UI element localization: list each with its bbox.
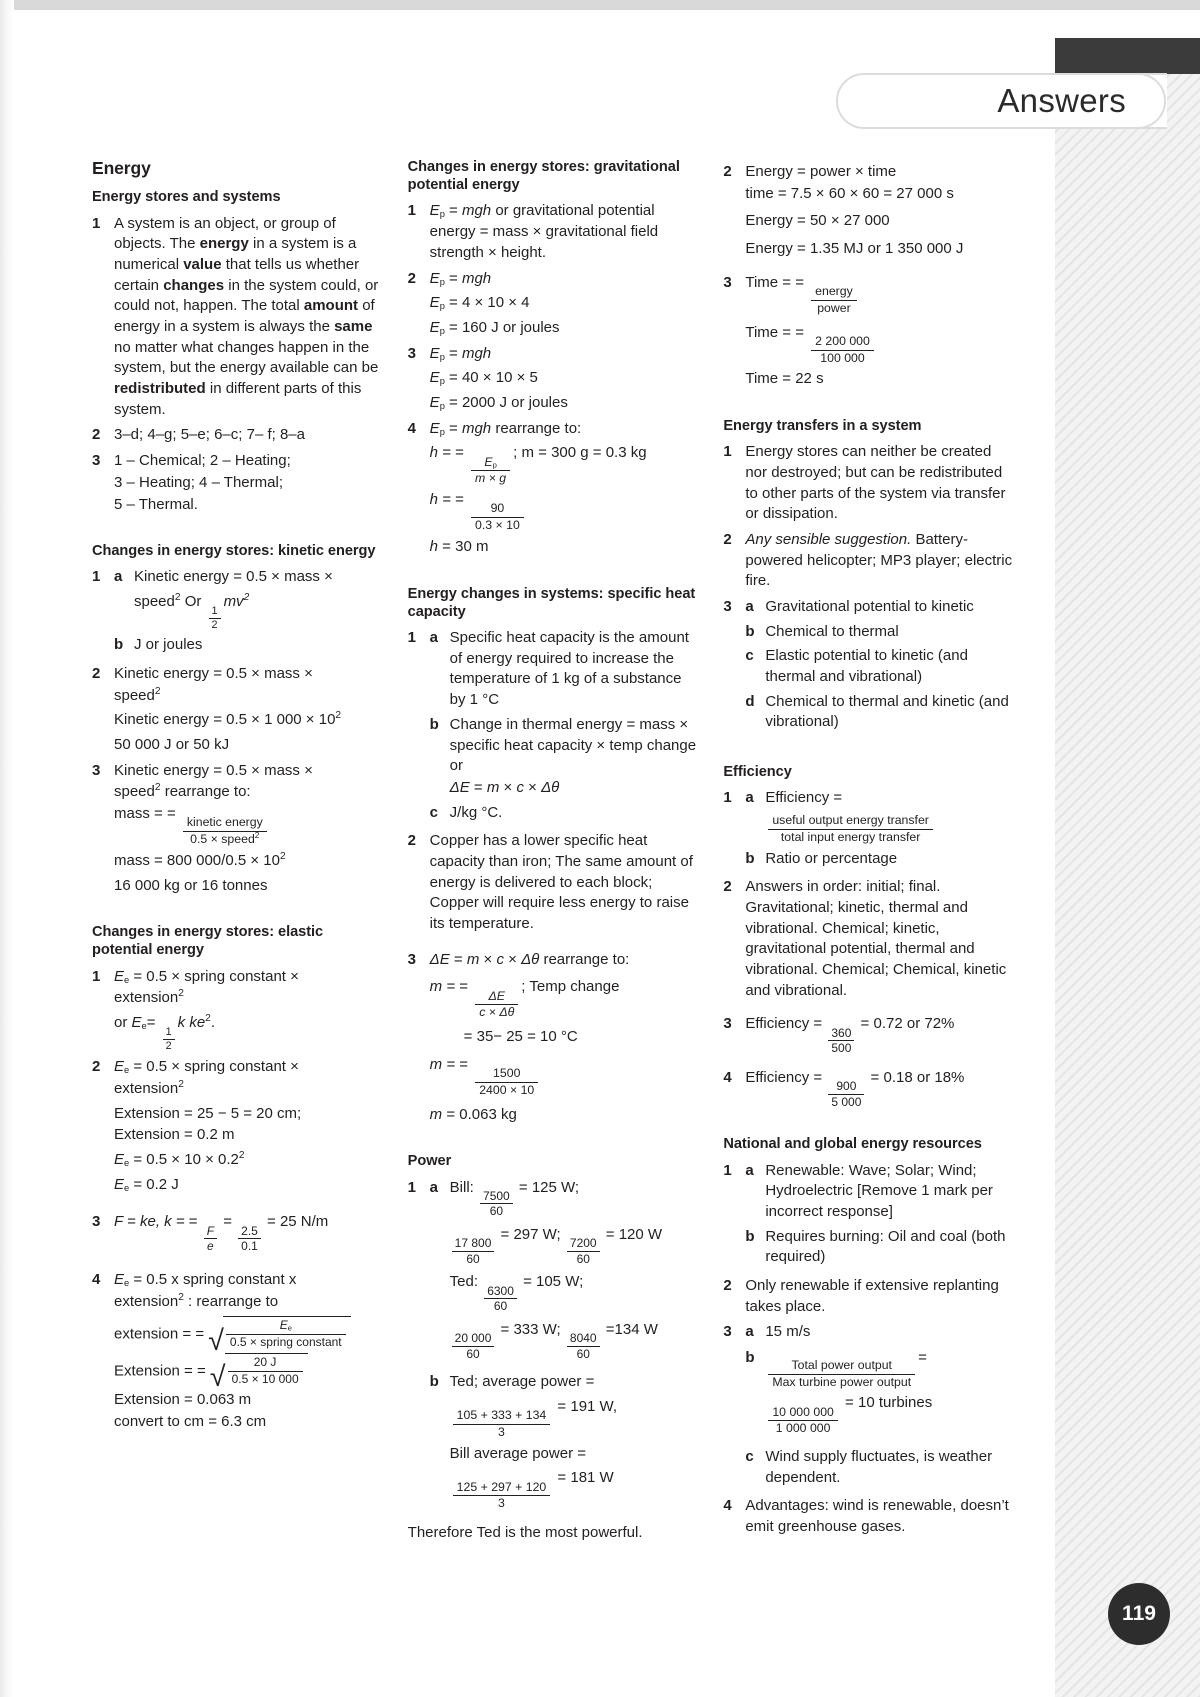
sub-letter: c xyxy=(429,803,439,821)
answer-number: 3 xyxy=(92,452,101,470)
sub-letter: a xyxy=(429,1178,439,1196)
answer-text: Time = 22 s xyxy=(745,370,824,388)
fraction-bill-2: $\frac{17 800}{60}$ xyxy=(452,1237,495,1265)
answer-text: Kinetic energy = 0.5 × mass × xyxy=(134,568,333,586)
answer-item-r4 xyxy=(723,1496,1017,1538)
answer-text: Extension = 25 − 5 = 20 cm; xyxy=(114,1104,302,1122)
answer-body xyxy=(114,761,386,898)
answer-body xyxy=(114,567,386,660)
answer-number: 1 xyxy=(723,443,732,461)
answer-text: 15 m/s xyxy=(765,1323,811,1341)
sub-body xyxy=(765,622,1017,644)
answer-text: convert to cm = 6.3 cm xyxy=(114,1412,267,1430)
sub-body xyxy=(765,1322,1017,1344)
sub-letter: b xyxy=(429,1373,439,1391)
sub-body xyxy=(450,1372,702,1512)
answer-sub-a xyxy=(114,567,386,632)
answer-number: 4 xyxy=(723,1497,732,1515)
heading-specific-heat-capacity: Energy changes in systems: specific heat capacity xyxy=(407,585,696,620)
answer-item-e2 xyxy=(92,1057,386,1196)
answer-body xyxy=(745,1014,1017,1055)
answer-body xyxy=(114,664,386,757)
sub-letter: b xyxy=(745,1227,755,1245)
answer-sub-b xyxy=(745,1348,1017,1437)
answer-item-s1 xyxy=(408,628,702,827)
page-top-white xyxy=(0,10,1200,38)
answer-body xyxy=(114,1212,386,1253)
answer-text: Any sensible suggestion. Battery-powered helicopter; MP3 player; electric fire. xyxy=(745,530,1013,590)
answer-number: 1 xyxy=(92,568,101,586)
answer-item-e1 xyxy=(92,967,386,1054)
answer-text: A system is an object, or group of objects. The energy in a system is a numerical value that tells us whether certain changes in the system could, or could not, happen. The total amount of energy in a system is always the same no matter what changes happen in the system, but the energy available can be redistributed in different parts of this system. xyxy=(114,214,379,418)
answer-number: 3 xyxy=(723,1015,732,1033)
answer-number: 2 xyxy=(92,1058,101,1076)
answer-text: Ted; average power = xyxy=(449,1373,595,1391)
answer-number: 3 xyxy=(92,761,101,779)
answer-text: $E_e = 0.2$ J xyxy=(114,1175,179,1193)
answer-number: 3 xyxy=(723,598,732,616)
answer-text: J or joules xyxy=(134,636,203,654)
sub-letter: d xyxy=(745,692,755,710)
answer-text: $\frac{125 + 297 + 120}{3}$ = 181 W xyxy=(450,1468,702,1511)
answer-body xyxy=(745,1068,1017,1109)
answer-text: or $E_e=$ $\frac{1}{2}$ k $ke^2$. xyxy=(114,1013,216,1052)
answer-text: F = ke, k = = $\frac{F}{e}$ = $\frac{2.5}{0.1}$ = 25 N/m xyxy=(114,1213,329,1254)
answer-text: extension$^2$ xyxy=(114,1078,184,1097)
sub-body xyxy=(134,635,386,657)
answer-text: $E_e = 0.5$ × spring constant × xyxy=(114,1058,299,1076)
answer-number: 4 xyxy=(407,419,417,437)
answer-text: Efficiency = $\frac{900}{5 000}$ = 0.18 or 18% xyxy=(745,1068,965,1109)
answer-sub-b xyxy=(745,1227,1017,1269)
answer-text: Bill average power = xyxy=(449,1444,586,1462)
answer-text: $E_p$ = mgh xyxy=(429,269,492,287)
answer-text: $E_p = 40 \times 10 \times 5$ xyxy=(429,369,538,387)
answer-text: m = = $\frac{\Delta E}{c \times \Delta\theta}$ ; Temp change xyxy=(429,978,620,1020)
answer-text: Only renewable if extensive replanting takes place. xyxy=(745,1276,999,1315)
fraction-bill-3: $\frac{7200}{60}$ xyxy=(567,1237,600,1265)
answer-body xyxy=(430,1178,702,1516)
fraction-time-formula: $\frac{\text{energy}}{\text{power}}$ xyxy=(811,285,857,316)
answer-text: 3–d; 4–g; 5–e; 6–c; 7– f; 8–a xyxy=(114,426,305,444)
answer-text: ΔE = m × c × Δθ xyxy=(449,778,560,796)
answer-number: 3 xyxy=(407,950,417,968)
sub-letter: c xyxy=(745,647,754,665)
answer-item-k2 xyxy=(92,664,386,757)
heading-national-global-energy-resources: National and global energy resources xyxy=(723,1136,982,1153)
answer-number: 2 xyxy=(723,530,732,548)
fraction-h: $\frac{E_p}{m \times g}$ xyxy=(471,456,510,487)
fraction-efficiency-4: $\frac{900}{5 000}$ xyxy=(828,1080,864,1108)
sub-body xyxy=(450,715,702,800)
answer-text: Gravitational potential to kinetic xyxy=(765,598,974,616)
column-2 xyxy=(408,158,702,1545)
answer-number: 2 xyxy=(407,269,417,287)
answer-number: 1 xyxy=(723,789,732,807)
answer-text: Efficiency = $\frac{360}{500}$ = 0.72 or 72% xyxy=(745,1015,955,1056)
answer-text: Elastic potential to kinetic (and thermal and vibrational) xyxy=(765,647,968,686)
sub-body xyxy=(765,1447,1017,1489)
answer-item-t3 xyxy=(723,273,1017,391)
answer-body xyxy=(114,451,386,516)
answer-item-r3 xyxy=(723,1322,1017,1492)
page-left-edge-shadow xyxy=(0,0,14,1697)
heading-efficiency: Efficiency xyxy=(723,764,792,781)
column-1 xyxy=(92,158,386,1545)
answer-text: Efficiency = xyxy=(765,789,843,807)
fraction-ted-1: $\frac{6300}{60}$ xyxy=(484,1285,517,1313)
answer-item-tr2 xyxy=(723,530,1017,593)
answer-text: extension = = √ $\frac{E_e}{\text{0.5 × spring constant}}$ xyxy=(114,1316,386,1349)
answer-item-e3 xyxy=(92,1212,386,1253)
answer-text: Change in thermal energy = mass × specific heat capacity × temp change or xyxy=(449,715,697,775)
answer-number: 2 xyxy=(407,832,417,850)
answer-sub-b xyxy=(114,635,386,657)
answer-number: 2 xyxy=(92,426,101,444)
answer-sub-c xyxy=(745,646,1017,688)
answer-body xyxy=(430,269,702,340)
answer-text: Chemical to thermal xyxy=(765,622,899,640)
answer-text: 50 000 J or 50 kJ xyxy=(114,736,230,754)
answer-text: Copper has a lower specific heat capacity than iron; The same amount of energy is delivered to each block; Copper will require less energy to raise its temperature. xyxy=(429,832,693,932)
answer-body xyxy=(745,530,1017,593)
sub-body xyxy=(450,1178,702,1362)
sub-letter: b xyxy=(745,849,755,867)
sqrt-extension: √ $\frac{E_e}{\text{0.5 × spring constant}}$ xyxy=(208,1316,350,1349)
answer-text: Energy = 1.35 MJ or 1 350 000 J xyxy=(745,240,964,258)
answer-text: Ted: $\frac{6300}{60}$ = 105 W; xyxy=(449,1273,584,1314)
fraction-bill-average: $\frac{125 + 297 + 120}{3}$ xyxy=(453,1481,551,1512)
answer-body xyxy=(430,831,702,935)
heading-power: Power xyxy=(407,1153,452,1170)
fraction-time-values: $\frac{2 200 000}{100 000}$ xyxy=(811,335,874,366)
fraction-turbines-formula: $\frac{\text{Total power output}}{\text{Max turbine power output}}$ xyxy=(768,1359,915,1390)
answer-sub-d xyxy=(745,692,1017,734)
answer-text: Wind supply fluctuates, is weather dependent. xyxy=(765,1448,993,1486)
answer-text: $E_e = 0.5$ x spring constant x xyxy=(114,1270,297,1288)
sub-body xyxy=(765,849,1017,871)
answer-sub-c xyxy=(745,1447,1017,1489)
answer-text: speed$^2$ xyxy=(114,685,161,704)
sub-letter: a xyxy=(429,629,439,647)
answer-item-r2 xyxy=(723,1276,1017,1318)
answer-text: h = 30 m xyxy=(429,537,489,555)
fraction-2point5-over-0point1: $\frac{2.5}{0.1}$ xyxy=(238,1225,261,1253)
answer-number: 1 xyxy=(92,967,101,985)
answer-sub-a xyxy=(745,597,1017,619)
answer-number: 1 xyxy=(407,629,417,647)
answer-text: Energy = power × time xyxy=(745,163,897,180)
answer-number: 1 xyxy=(407,202,417,220)
answer-number: 3 xyxy=(723,1323,732,1341)
fraction-one-half: $\frac{1}{2}$ xyxy=(163,1027,175,1053)
answers-section-tab xyxy=(836,73,1166,129)
answer-sub-b xyxy=(430,715,702,800)
answer-text: $\frac{17 800}{60}$ = 297 W; $\frac{7200}{60}$ = 120 W xyxy=(450,1225,702,1265)
section-title-energy: Energy xyxy=(92,158,151,178)
answer-text: Specific heat capacity is the amount of energy required to increase the temperature of 1 kg of a substance by 1 °C xyxy=(449,629,689,709)
fraction-ted-average: $\frac{105 + 333 + 134}{3}$ xyxy=(453,1409,551,1440)
fraction-m-values: $\frac{1500}{2400 \times 10}$ xyxy=(475,1067,538,1098)
answer-body xyxy=(114,1057,386,1196)
answer-body xyxy=(430,628,702,827)
answer-item-tr3 xyxy=(723,597,1017,737)
sub-body xyxy=(765,646,1017,688)
answer-item-1 xyxy=(92,214,386,422)
answer-body xyxy=(114,214,386,422)
heading-kinetic-energy: Changes in energy stores: kinetic energy xyxy=(92,543,376,560)
answer-text: ΔE = m × c × Δθ rearrange to: xyxy=(429,950,630,968)
fraction-m: $\frac{\Delta E}{c \times \Delta\theta}$ xyxy=(475,990,518,1021)
answer-number: 4 xyxy=(92,1270,101,1288)
answer-body xyxy=(745,597,1017,737)
column-3 xyxy=(723,158,1017,1545)
sub-letter: a xyxy=(745,1161,754,1179)
answer-text: $\frac{105 + 333 + 134}{3}$ = 191 W, xyxy=(450,1397,702,1440)
sub-body xyxy=(450,803,702,825)
answer-item-s3 xyxy=(408,950,702,1127)
answer-text: J/kg °C. xyxy=(449,803,503,821)
answer-text: m = 0.063 kg xyxy=(429,1105,517,1123)
answer-body xyxy=(745,162,1017,261)
answer-sub-b xyxy=(745,849,1017,871)
sub-letter: b xyxy=(429,715,439,733)
answer-text: Chemical to thermal and kinetic (and vibrational) xyxy=(765,692,1009,731)
answer-body xyxy=(745,273,1017,391)
answer-text: 1 – Chemical; 2 – Heating; xyxy=(114,452,291,470)
fraction-turbines-values: $\frac{10 000 000}{1 000 000}$ xyxy=(768,1406,838,1437)
answer-text: Energy = 50 × 27 000 xyxy=(745,212,890,230)
answer-text: $\frac{\text{Total power output}}{\text{Max turbine power output}}$ = xyxy=(765,1348,1017,1389)
answer-text: mass = 800 $000/0.5 \times 10^2$ xyxy=(114,850,286,869)
answer-text: extension$^2$ xyxy=(114,988,184,1007)
answer-body xyxy=(430,950,702,1127)
sub-body xyxy=(765,692,1017,734)
answer-sub-c xyxy=(430,803,702,825)
answer-body xyxy=(114,1270,386,1434)
heading-elastic-potential-energy: Changes in energy stores: elastic potential energy xyxy=(92,924,324,959)
answer-text: $E_p$ = mgh rearrange to: xyxy=(429,419,582,437)
answer-body xyxy=(114,967,386,1054)
answer-text: = 35− 25 = 10 °C xyxy=(463,1028,578,1046)
fraction-one-half: $\frac{1}{2}$ xyxy=(209,606,221,632)
sub-body xyxy=(765,788,1017,845)
answer-text: h = = $\frac{E_p}{m \times g}$ ; m = 300 g = 0.3 kg xyxy=(429,444,647,486)
sqrt-extension-values: √ $\frac{20 J}{0.5 \times 10 000}$ xyxy=(210,1353,308,1386)
answer-text: Kinetic energy = 0.5 × 1 $000 \times 10^2$ xyxy=(114,710,342,729)
answer-text: Kinetic energy = 0.5 × mass × xyxy=(114,664,313,682)
answer-number: 1 xyxy=(92,214,101,232)
answer-text: Extension = 0.063 m xyxy=(114,1390,252,1408)
answer-body xyxy=(114,425,386,447)
answer-text: Kinetic energy = 0.5 × mass × xyxy=(114,761,313,779)
answer-number: 1 xyxy=(723,1161,732,1179)
sub-letter: a xyxy=(745,1323,754,1341)
answer-body xyxy=(745,1276,1017,1318)
answer-item-e4 xyxy=(92,1270,386,1434)
answer-text: time = 7.5 × 60 × 60 = 27 000 s xyxy=(745,184,954,202)
answer-item-k3 xyxy=(92,761,386,898)
answer-item-ef4 xyxy=(723,1068,1017,1109)
page-top-edge xyxy=(0,0,1200,10)
fraction-h-values: $\frac{90}{0.3 \times 10}$ xyxy=(471,502,524,533)
answer-text: speed$^2$ rearrange to: xyxy=(114,782,251,801)
heading-gravitational-potential-energy: Changes in energy stores: gravitational potential energy xyxy=(407,159,680,194)
sub-letter: b xyxy=(114,636,124,654)
answer-text: extension$^2$ : rearrange to xyxy=(114,1291,279,1310)
answer-body xyxy=(430,344,702,415)
answer-text: Ratio or percentage xyxy=(765,849,898,867)
answer-text: 16 000 kg or 16 tonnes xyxy=(114,876,268,894)
fraction-F-over-e: $\frac{F}{e}$ xyxy=(204,1225,217,1253)
answer-item-p1 xyxy=(408,1178,702,1516)
answer-sub-a xyxy=(745,1322,1017,1344)
answer-text: m = = $\frac{1500}{2400 \times 10}$ xyxy=(430,1055,702,1098)
answer-text: 3 – Heating; 4 – Thermal; xyxy=(114,473,283,491)
sub-letter: b xyxy=(745,1349,755,1367)
fraction-efficiency-formula: $\frac{\text{useful output energy transfer}}{\text{total input energy transfer}}$ xyxy=(768,814,933,845)
fraction-ted-2: $\frac{20 000}{60}$ xyxy=(452,1332,495,1360)
answer-text: Extension = = √ $\frac{20 J}{0.5 \times 10 000}$ xyxy=(114,1353,386,1386)
answer-item-g2 xyxy=(408,269,702,340)
answer-text: Energy stores can neither be created nor destroyed; but can be redistributed to other parts of the system via transfer or dissipation. xyxy=(745,443,1006,523)
page-number-badge: 119 xyxy=(1108,1583,1170,1645)
answer-item-3 xyxy=(92,451,386,516)
answer-item-k1 xyxy=(92,567,386,660)
answer-item-t2 xyxy=(723,162,1017,261)
answer-item-ef3 xyxy=(723,1014,1017,1055)
answer-text: $E_e = 0.5$ × spring constant × xyxy=(114,967,299,985)
answer-number: 2 xyxy=(723,878,732,896)
answer-body xyxy=(745,788,1017,873)
answer-text: $E_p$ = mgh xyxy=(429,344,492,362)
answer-item-ef2 xyxy=(723,877,1017,1002)
answer-body xyxy=(430,419,702,559)
answer-item-2 xyxy=(92,425,386,447)
answer-body xyxy=(745,877,1017,1002)
answer-body xyxy=(745,1322,1017,1492)
answer-sub-a xyxy=(430,1178,702,1362)
sub-letter: a xyxy=(745,598,754,616)
heading-energy-transfers: Energy transfers in a system xyxy=(723,418,922,434)
page-right-hatched-band xyxy=(1055,74,1200,1697)
answer-text: $\frac{20 000}{60}$ = 333 W; $\frac{8040}{60}$ =134 W xyxy=(450,1320,702,1360)
answer-number: 2 xyxy=(723,163,732,180)
sub-letter: a xyxy=(745,789,754,807)
answer-text: $E_p = 2000$ J or joules xyxy=(429,393,568,411)
answer-text: h = = $\frac{90}{0.3 \times 10}$ xyxy=(430,490,702,533)
answer-sub-b xyxy=(745,622,1017,644)
fraction-bill-1: $\frac{7500}{60}$ xyxy=(480,1190,513,1218)
sub-body xyxy=(450,628,702,712)
answer-sub-a xyxy=(745,1161,1017,1224)
answer-text: $E_p$ = mgh or gravitational potential energy = mass × gravitational field strength × height. xyxy=(429,202,659,261)
answer-text: mass = = $\frac{\text{kinetic energy}}{0.5 \times speed^2}$ xyxy=(114,804,386,847)
answer-number: 2 xyxy=(723,1276,732,1294)
fraction-efficiency-3: $\frac{360}{500}$ xyxy=(828,1027,854,1055)
answer-item-tr1 xyxy=(723,442,1017,526)
answer-number: 3 xyxy=(723,273,732,291)
answer-text: Answers in order: initial; final. Gravitational; kinetic, thermal and vibrational. Chemical; kinetic, gravitational potential, thermal and vibrational. Chemical; Chemical, kinetic and vibrational. xyxy=(745,878,1007,999)
answer-item-g1 xyxy=(408,201,702,264)
answer-item-s2 xyxy=(408,831,702,935)
answer-body xyxy=(745,442,1017,526)
answer-text: $E_p = 160$ J or joules xyxy=(429,318,560,336)
answer-text: $E_p = 4 \times 10 \times 4$ xyxy=(429,294,530,312)
sub-letter: a xyxy=(114,568,123,586)
answer-text xyxy=(765,810,1017,845)
answer-text: Bill: $\frac{7500}{60}$ = 125 W; xyxy=(449,1178,580,1219)
sub-letter: c xyxy=(745,1448,754,1466)
answer-text: Requires burning: Oil and coal (both required) xyxy=(765,1227,1006,1266)
answer-text: speed$^2$ Or $\frac{1}{2}$ $mv^2$ xyxy=(134,592,250,631)
sub-body xyxy=(765,1348,1017,1437)
sub-body xyxy=(134,567,386,632)
answer-sub-a xyxy=(745,788,1017,845)
sub-body xyxy=(765,597,1017,619)
sub-letter: b xyxy=(745,622,755,640)
answer-body xyxy=(745,1496,1017,1538)
answer-text: Extension = 0.2 m xyxy=(114,1126,235,1144)
answer-number: 4 xyxy=(723,1068,732,1086)
answers-tab-label: Answers xyxy=(997,82,1126,119)
answer-number: 3 xyxy=(92,1213,101,1231)
fraction-ted-3: $\frac{8040}{60}$ xyxy=(567,1332,600,1360)
answer-body xyxy=(430,201,702,264)
answer-sub-b xyxy=(430,1372,702,1512)
answer-item-g4 xyxy=(408,419,702,559)
answer-text: 5 – Thermal. xyxy=(114,495,198,513)
answer-item-g3 xyxy=(408,344,702,415)
answer-text: $E_e = 0.5 \times 10 \times 0.2^2$ xyxy=(114,1150,245,1169)
sub-body xyxy=(765,1227,1017,1269)
answer-text: $\frac{10 000 000}{1 000 000}$ = 10 turbines xyxy=(765,1393,1017,1436)
page-corner-marker xyxy=(1055,38,1200,74)
fraction-mass: $\frac{\text{kinetic energy}}{0.5 \times speed^2}$ xyxy=(183,816,267,847)
answer-text: Renewable: Wave; Solar; Wind; Hydroelectric [Remove 1 mark per incorrect response] xyxy=(765,1161,993,1220)
answer-text: Advantages: wind is renewable, doesn’t emit greenhouse gases. xyxy=(745,1497,1009,1536)
sub-body xyxy=(765,1161,1017,1224)
answers-columns xyxy=(92,158,1017,1545)
answer-number: 2 xyxy=(92,664,101,682)
answer-number: 3 xyxy=(407,344,417,362)
power-conclusion: Therefore Ted is the most powerful. xyxy=(407,1524,643,1542)
answer-text: Time = = $\frac{2 200 000}{100 000}$ xyxy=(745,323,1017,366)
answer-item-r1 xyxy=(723,1161,1017,1272)
answer-body xyxy=(745,1161,1017,1272)
answer-number: 1 xyxy=(407,1178,417,1196)
answer-text: Time = = $\frac{\text{energy}}{\text{power}}$ xyxy=(745,273,1017,316)
answer-item-ef1 xyxy=(723,788,1017,873)
heading-energy-stores-and-systems: Energy stores and systems xyxy=(92,189,281,206)
answer-sub-a xyxy=(430,628,702,712)
